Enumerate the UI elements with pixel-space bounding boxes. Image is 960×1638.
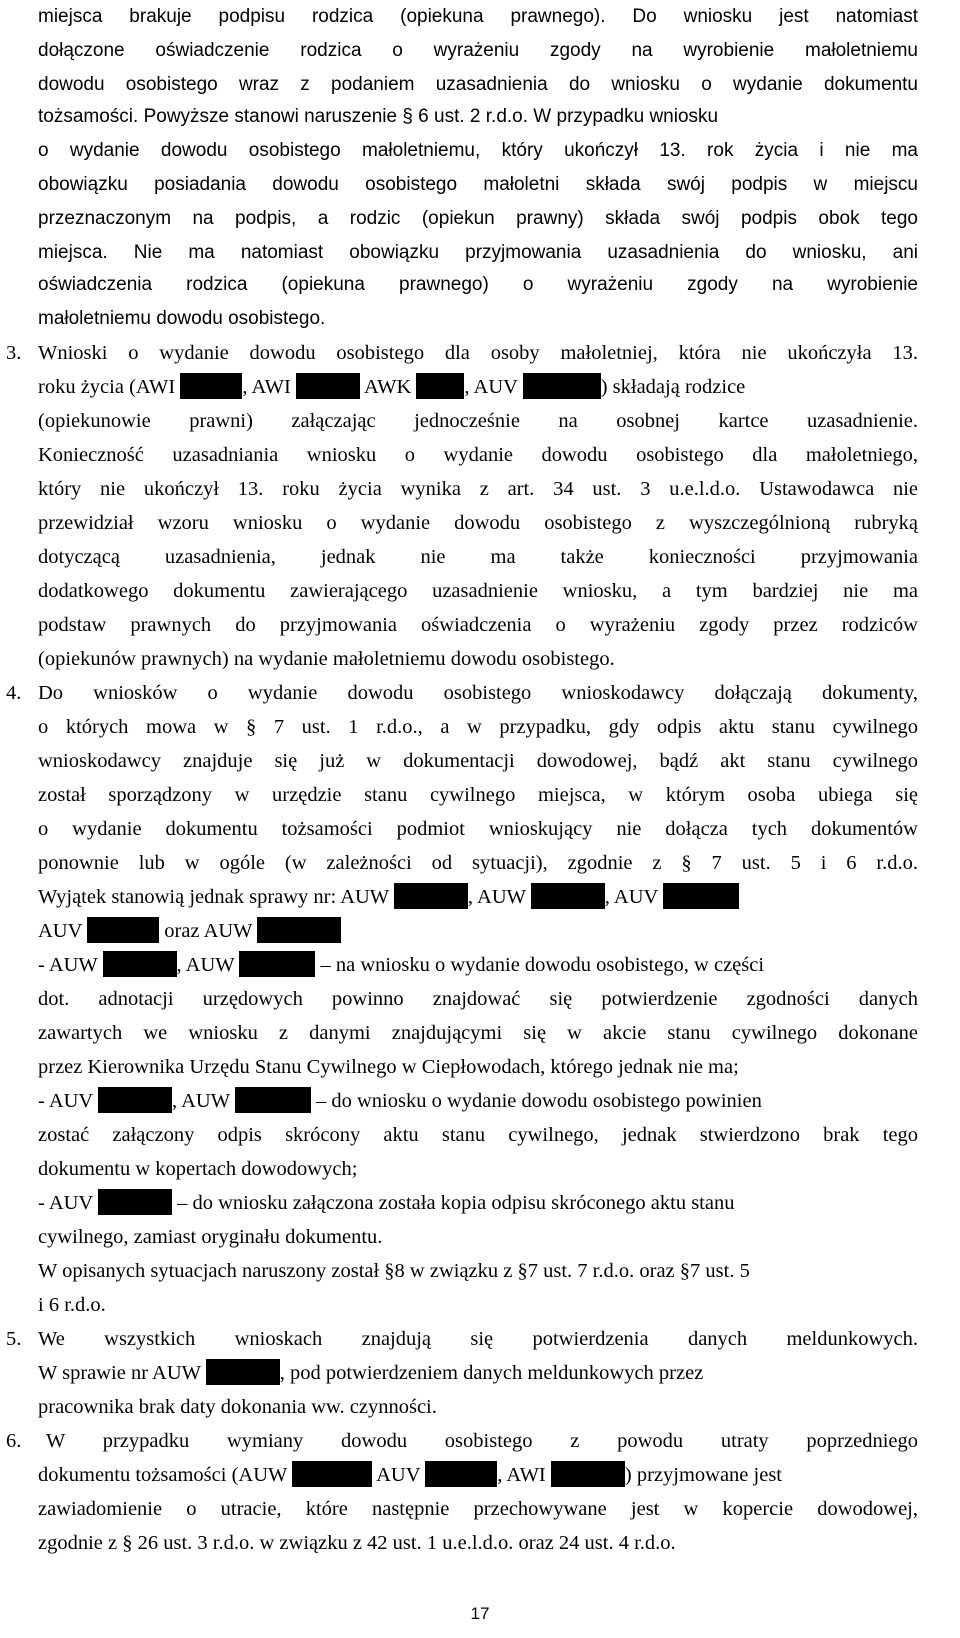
redaction-block — [98, 1189, 172, 1215]
redaction-block — [206, 1359, 280, 1385]
redaction-block — [292, 1461, 372, 1487]
text-fragment: Powyższe stanowi naruszenie § 6 ust. 2 r.d.o. W przypadku wniosku — [143, 106, 719, 127]
redaction-block — [239, 951, 315, 977]
text-line: małoletniemu dowodu osobistego. — [38, 308, 326, 329]
text-line: o wydanie dowodu osobistego małoletniemu, który ukończył 13. rok życia i nie ma — [38, 140, 918, 161]
redaction-block — [531, 883, 605, 909]
text-line: zostać załączony odpis skrócony aktu stanu cywilnego, jednak stwierdzono brak tego — [38, 1124, 918, 1146]
redaction-block — [180, 373, 242, 399]
text-line: przeznaczonym na podpis, a rodzic (opiekun prawny) składa swój podpis obok tego — [38, 208, 918, 229]
redaction-block — [87, 917, 159, 943]
text-line: zawartych we wniosku z danymi znajdującymi się w akcie stanu cywilnego dokonane — [38, 1022, 918, 1044]
redaction-block — [394, 883, 468, 909]
text-line: dowodu osobistego wraz z podaniem uzasadnienia do wniosku o wydanie dokumentu — [38, 74, 918, 95]
page-number: 17 — [470, 1604, 490, 1623]
text-line: (opiekunów prawnych) na wydanie małoletniemu dowodu osobistego. — [38, 648, 615, 670]
text-line — [38, 1186, 918, 1220]
text-line: dokumentu w kopertach dowodowych; — [38, 1158, 358, 1180]
text-line: który nie ukończył 13. roku życia wynika z art. 34 ust. 3 u.e.l.d.o. Ustawodawca nie — [38, 478, 918, 500]
text-fragment: AWK — [363, 376, 412, 398]
text-fragment: , AUW — [172, 1090, 230, 1112]
text-line: oświadczenia rodzica (opiekuna prawnego) o wyrażeniu zgody na wyrobienie — [38, 274, 918, 295]
text-line: We wszystkich wnioskach znajdują się potwierdzenia danych meldunkowych. — [38, 1328, 918, 1350]
text-fragment: – do wniosku o wydanie dowodu osobistego powinien — [315, 1090, 762, 1112]
redaction-block — [416, 373, 464, 399]
text-fragment: oraz AUW — [164, 920, 253, 942]
text-fragment: tożsamości. — [38, 106, 139, 127]
text-line — [38, 948, 918, 982]
text-line: został sporządzony w urzędzie stanu cywilnego miejsca, w którym osoba ubiega się — [38, 784, 918, 806]
redaction-block — [103, 951, 177, 977]
text-line: miejsca brakuje podpisu rodzica (opiekuna prawnego). Do wniosku jest natomiast — [38, 6, 918, 27]
text-line — [38, 370, 918, 404]
text-fragment: , AWI — [497, 1464, 546, 1486]
text-fragment: - AUV — [38, 1192, 93, 1214]
text-line: obowiązku posiadania dowodu osobistego małoletni składa swój podpis w miejscu — [38, 174, 918, 195]
text-line — [38, 880, 918, 914]
text-line: przez Kierownika Urzędu Stanu Cywilnego w Ciepłowodach, którego jednak nie ma; — [38, 1056, 739, 1078]
text-fragment: – na wniosku o wydanie dowodu osobistego, w części — [320, 954, 765, 976]
redaction-block — [425, 1461, 497, 1487]
text-fragment: , pod potwierdzeniem danych meldunkowych przez — [279, 1362, 704, 1384]
text-line: dodatkowego dokumentu zawierającego uzasadnienie wniosku, a tym bardziej nie ma — [38, 580, 918, 602]
list-number: 5. — [6, 1328, 22, 1350]
redaction-block — [235, 1087, 311, 1113]
text-line — [38, 1458, 918, 1492]
text-fragment: , AUV — [464, 376, 518, 398]
text-line: przewidział wzoru wniosku o wydanie dowodu osobistego z wyszczególnioną rubryką — [38, 512, 918, 534]
text-line: o wydanie dokumentu tożsamości podmiot wnioskujący nie dołącza tych dokumentów — [38, 818, 918, 840]
text-line — [38, 1084, 918, 1118]
text-fragment: , AUV — [604, 886, 658, 908]
text-fragment: AUV — [38, 920, 83, 942]
text-line: pracownika brak daty dokonania ww. czynności. — [38, 1396, 437, 1418]
text-line: wnioskodawcy znajduje się już w dokumentacji dowodowej, bądź akt stanu cywilnego — [38, 750, 918, 772]
text-fragment: , AUW — [176, 954, 235, 976]
text-fragment: ) przyjmowane jest — [624, 1464, 783, 1486]
redaction-block — [551, 1461, 625, 1487]
text-fragment: , AWI — [242, 376, 291, 398]
text-line: ponownie lub w ogóle (w zależności od sytuacji), zgodnie z § 7 ust. 5 i 6 r.d.o. — [38, 852, 918, 874]
list-number: 4. — [6, 682, 22, 704]
redaction-block — [98, 1087, 172, 1113]
redaction-block — [663, 883, 739, 909]
text-line: miejsca. Nie ma natomiast obowiązku przyjmowania uzasadnienia do wniosku, ani — [38, 242, 918, 263]
text-line — [38, 100, 918, 134]
text-line: zawiadomienie o utracie, które następnie przechowywane jest w kopercie dowodowej, — [38, 1498, 918, 1520]
text-line: dotyczącą uzasadnienia, jednak nie ma także konieczności przyjmowania — [38, 546, 918, 568]
text-fragment: W sprawie nr AUW — [38, 1362, 201, 1384]
text-fragment: - AUW — [38, 954, 98, 976]
text-line: i 6 r.d.o. — [38, 1294, 106, 1316]
text-fragment: – do wniosku załączona została kopia odpisu skróconego aktu stanu — [177, 1192, 735, 1214]
text-fragment: AUV — [376, 1464, 421, 1486]
text-fragment: Wyjątek stanowią jednak sprawy nr: AUW — [38, 886, 389, 908]
text-line: o których mowa w § 7 ust. 1 r.d.o., a w przypadku, gdy odpis aktu stanu cywilnego — [38, 716, 918, 738]
text-line: Wnioski o wydanie dowodu osobistego dla osoby małoletniej, która nie ukończyła 13. — [38, 342, 918, 364]
text-line — [38, 1356, 918, 1390]
text-fragment: ) składają rodzice — [600, 376, 746, 398]
text-line: Do wniosków o wydanie dowodu osobistego wnioskodawcy dołączają dokumenty, — [38, 682, 918, 704]
text-fragment: - AUV — [38, 1090, 93, 1112]
list-number: 6. — [6, 1430, 22, 1452]
text-line: podstaw prawnych do przyjmowania oświadczenia o wyrażeniu zgody przez rodziców — [38, 614, 918, 636]
redaction-block — [523, 373, 601, 399]
text-line: zgodnie z § 26 ust. 3 r.d.o. w związku z 42 ust. 1 u.e.l.d.o. oraz 24 ust. 4 r.d.o. — [38, 1532, 676, 1554]
text-fragment: roku życia (AWI — [38, 376, 176, 398]
list-number: 3. — [6, 342, 22, 364]
text-line — [38, 914, 918, 948]
text-line: dot. adnotacji urzędowych powinno znajdować się potwierdzenie zgodności danych — [38, 988, 918, 1010]
text-fragment: dokumentu tożsamości (AUW — [38, 1464, 287, 1486]
text-line: W opisanych sytuacjach naruszony został §8 w związku z §7 ust. 7 r.d.o. oraz §7 ust. 5 — [38, 1260, 750, 1282]
redaction-block — [257, 917, 341, 943]
redaction-block — [296, 373, 360, 399]
text-line: cywilnego, zamiast oryginału dokumentu. — [38, 1226, 383, 1248]
text-line: Konieczność uzasadniania wniosku o wydanie dowodu osobistego dla małoletniego, — [38, 444, 918, 466]
text-line: dołączone oświadczenie rodzica o wyrażeniu zgody na wyrobienie małoletniemu — [38, 40, 918, 61]
text-fragment: , AUW — [467, 886, 526, 908]
text-line: W przypadku wymiany dowodu osobistego z powodu utraty poprzedniego — [46, 1430, 918, 1452]
text-line: (opiekunowie prawni) załączając jednocześnie na osobnej kartce uzasadnienie. — [38, 410, 918, 432]
